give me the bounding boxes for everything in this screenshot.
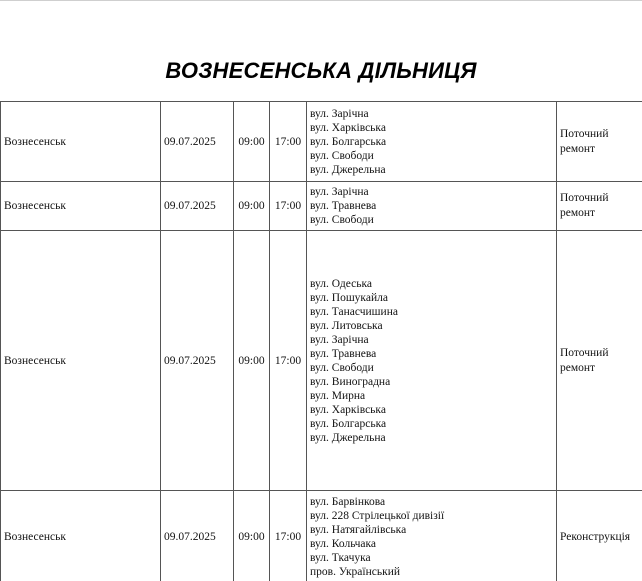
locality-cell: Вознесенськ: [1, 231, 161, 491]
page-title: ВОЗНЕСЕНСЬКА ДІЛЬНИЦЯ: [165, 58, 477, 83]
street-item: вул. Барвінкова: [310, 496, 386, 508]
start-time-cell: 09:00: [234, 102, 270, 182]
streets-cell: [307, 102, 557, 182]
street-item: вул. Мирна: [310, 389, 366, 402]
street-item: вул. Виноградна: [310, 375, 391, 388]
street-item: вул. Зарічна: [310, 186, 369, 198]
date-cell: 09.07.2025: [161, 182, 234, 231]
street-item: вул. Кольчака: [310, 538, 376, 550]
date-cell: 09.07.2025: [161, 491, 234, 581]
street-item: вул. Свободи: [310, 361, 374, 374]
street-item: вул. Свободи: [310, 149, 374, 162]
locality-cell: Вознесенськ: [1, 102, 161, 182]
work-type-cell: Поточний ремонт: [557, 182, 642, 231]
end-time-cell: 17:00: [270, 231, 307, 491]
table-row: [1, 102, 642, 182]
date-cell: 09.07.2025: [161, 102, 234, 182]
table-row: [1, 182, 642, 231]
work-type-cell: Поточний ремонт: [557, 102, 642, 182]
end-time-cell: 17:00: [270, 182, 307, 231]
table-row: [1, 491, 642, 581]
date-cell: 09.07.2025: [161, 231, 234, 491]
locality-cell: Вознесенськ: [1, 491, 161, 581]
start-time-cell: 09:00: [234, 231, 270, 491]
street-item: вул. Ткачука: [310, 552, 371, 564]
end-time-cell: 17:00: [270, 102, 307, 182]
street-item: вул. Зарічна: [310, 333, 369, 346]
street-item: вул. Харківська: [310, 403, 386, 416]
street-item: вул. Болгарська: [310, 417, 387, 430]
street-item: вул. Пошукайла: [310, 291, 388, 304]
streets-cell: [307, 182, 557, 231]
street-item: вул. Зарічна: [310, 107, 369, 120]
street-item: вул. Травнева: [310, 347, 377, 360]
start-time-cell: 09:00: [234, 491, 270, 581]
street-item: вул. Танасчишина: [310, 305, 398, 318]
street-item: вул. Болгарська: [310, 135, 387, 148]
outage-schedule-table: [0, 101, 642, 581]
street-item: вул. Натягайлівська: [310, 524, 407, 536]
work-type-cell: Реконструкція: [557, 491, 642, 581]
street-item: вул. Свободи: [310, 214, 374, 226]
street-item: вул. Одеська: [310, 277, 373, 290]
locality-cell: Вознесенськ: [1, 182, 161, 231]
street-item: вул. Джерельна: [310, 163, 386, 176]
street-item: вул. Литовська: [310, 319, 383, 332]
street-item: пров. Український: [310, 566, 401, 578]
street-item: вул. Травнева: [310, 200, 377, 212]
end-time-cell: 17:00: [270, 491, 307, 581]
streets-cell: [307, 491, 557, 581]
streets-cell: [307, 231, 557, 491]
street-item: вул. 228 Стрілецької дивізії: [310, 510, 445, 522]
street-item: вул. Харківська: [310, 121, 386, 134]
table-row: [1, 231, 642, 491]
street-item: вул. Джерельна: [310, 431, 386, 444]
work-type-cell: Поточний ремонт: [557, 231, 642, 491]
start-time-cell: 09:00: [234, 182, 270, 231]
top-divider: [0, 0, 642, 1]
